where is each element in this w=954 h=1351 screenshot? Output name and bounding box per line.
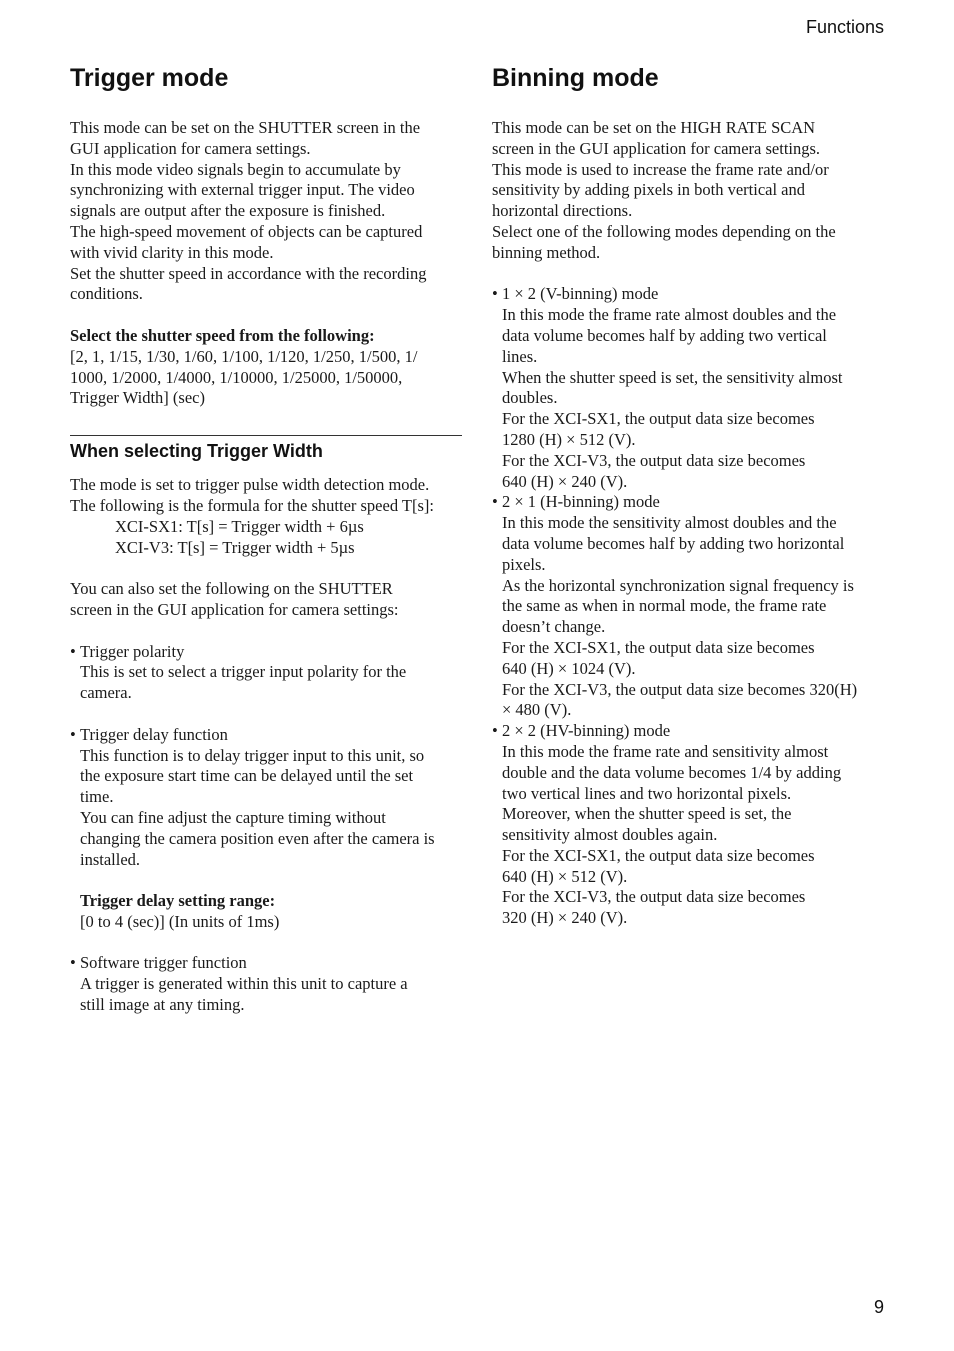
bullet-title: 2 × 1 (H-binning) mode bbox=[502, 492, 660, 512]
list-item-trigger-delay bbox=[70, 725, 462, 933]
list-item-h-binning bbox=[492, 492, 884, 721]
binning-mode-column bbox=[492, 60, 884, 929]
text-line: sensitivity by adding pixels in both vertical and bbox=[492, 180, 805, 200]
text-line: with vivid clarity in this mode. bbox=[70, 242, 274, 262]
text-line: This function is to delay trigger input to this unit, so bbox=[80, 745, 425, 765]
text-line: In this mode the frame rate almost doubles and the bbox=[502, 305, 837, 325]
delay-range-value: [0 to 4 (sec)] (In units of 1ms) bbox=[80, 911, 280, 931]
text-line: For the XCI-SX1, the output data size becomes bbox=[502, 845, 815, 865]
text-line: You can also set the following on the SHUTTER bbox=[70, 579, 393, 599]
text-line: 640 (H) × 512 (V). bbox=[502, 866, 628, 886]
text-line: In this mode the frame rate and sensitivity almost bbox=[502, 741, 829, 761]
text-line: screen in the GUI application for camera settings. bbox=[492, 138, 821, 158]
bullet-title: Trigger polarity bbox=[80, 641, 185, 661]
trigger-width-title: When selecting Trigger Width bbox=[70, 441, 323, 462]
text-line: conditions. bbox=[70, 284, 143, 304]
text-line: In this mode video signals begin to accumulate by bbox=[70, 159, 401, 179]
text-line: Set the shutter speed in accordance with the recording bbox=[70, 263, 427, 283]
bullet-mark: • bbox=[492, 721, 498, 741]
bullet-title: 2 × 2 (HV-binning) mode bbox=[502, 721, 671, 741]
section-divider bbox=[70, 435, 462, 436]
trigger-mode-column bbox=[70, 60, 462, 1016]
text-line: changing the camera position even after the camera is bbox=[80, 828, 435, 848]
text-line: installed. bbox=[80, 849, 141, 869]
text-line: still image at any timing. bbox=[80, 995, 245, 1015]
list-item-trigger-polarity bbox=[70, 642, 462, 704]
text-line: For the XCI-V3, the output data size becomes bbox=[502, 450, 806, 470]
text-line: sensitivity almost doubles again. bbox=[502, 825, 718, 845]
bullet-title: 1 × 2 (V-binning) mode bbox=[502, 284, 659, 304]
trigger-width-section bbox=[70, 475, 462, 1016]
binning-mode-intro bbox=[492, 118, 884, 929]
bullet-mark: • bbox=[70, 641, 76, 661]
bullet-title: Trigger delay function bbox=[80, 724, 228, 744]
binning-mode-title: Binning mode bbox=[492, 64, 659, 92]
text-line: The high-speed movement of objects can be captured bbox=[70, 221, 423, 241]
text-line: For the XCI-V3, the output data size becomes bbox=[502, 887, 806, 907]
text-line: [2, 1, 1/15, 1/30, 1/60, 1/100, 1/120, 1/250, 1/500, 1/ bbox=[70, 346, 418, 366]
text-line: Moreover, when the shutter speed is set, the bbox=[502, 804, 792, 824]
text-line: For the XCI-V3, the output data size becomes 320(H) bbox=[502, 679, 858, 699]
list-item-v-binning bbox=[492, 284, 884, 492]
section-header: Functions bbox=[805, 17, 884, 37]
shutter-speed-values bbox=[70, 347, 462, 409]
text-line: When the shutter speed is set, the sensitivity almost bbox=[502, 367, 843, 387]
bullet-mark: • bbox=[492, 284, 498, 304]
bullet-title: Software trigger function bbox=[80, 953, 247, 973]
text-line: A trigger is generated within this unit to capture a bbox=[80, 974, 408, 994]
text-line: data volume becomes half by adding two vertical bbox=[502, 325, 827, 345]
text-line: synchronizing with external trigger input. The video bbox=[70, 180, 415, 200]
text-line: The following is the formula for the shutter speed T[s]: bbox=[70, 495, 434, 515]
text-line: the same as when in normal mode, the frame rate bbox=[502, 596, 827, 616]
text-line: Select one of the following modes depending on the bbox=[492, 221, 836, 241]
text-line: binning method. bbox=[492, 242, 601, 262]
text-line: This mode can be set on the HIGH RATE SCAN bbox=[492, 118, 816, 137]
page-number: 9 bbox=[873, 1297, 884, 1317]
text-line: lines. bbox=[502, 346, 538, 366]
text-line: horizontal directions. bbox=[492, 201, 633, 221]
text-line: Trigger Width] (sec) bbox=[70, 388, 205, 408]
bullet-mark: • bbox=[492, 492, 498, 512]
text-line: time. bbox=[80, 787, 114, 807]
text-line: two vertical lines and two horizontal pixels. bbox=[502, 783, 792, 803]
text-line: 1280 (H) × 512 (V). bbox=[502, 429, 636, 449]
text-line: This mode can be set on the SHUTTER screen in the bbox=[70, 118, 421, 137]
text-line: You can fine adjust the capture timing without bbox=[80, 807, 386, 827]
text-line: 640 (H) × 240 (V). bbox=[502, 471, 628, 491]
text-line: This mode is used to increase the frame rate and/or bbox=[492, 159, 829, 179]
text-line: 320 (H) × 240 (V). bbox=[502, 908, 628, 928]
trigger-mode-intro bbox=[70, 118, 462, 409]
bullet-mark: • bbox=[70, 724, 76, 744]
text-line: 1000, 1/2000, 1/4000, 1/10000, 1/25000, 1/50000, bbox=[70, 367, 403, 387]
text-line: 640 (H) × 1024 (V). bbox=[502, 658, 636, 678]
trigger-mode-title: Trigger mode bbox=[70, 64, 229, 92]
text-line: doubles. bbox=[502, 388, 558, 408]
formula-line: XCI-V3: T[s] = Trigger width + 5µs bbox=[115, 537, 355, 557]
text-line: GUI application for camera settings. bbox=[70, 138, 311, 158]
text-line: This is set to select a trigger input polarity for the bbox=[80, 662, 407, 682]
formula-line: XCI-SX1: T[s] = Trigger width + 6µs bbox=[115, 516, 364, 536]
bullet-mark: • bbox=[70, 953, 76, 973]
text-line: For the XCI-SX1, the output data size becomes bbox=[502, 409, 815, 429]
text-line: the exposure start time can be delayed until the set bbox=[80, 766, 414, 786]
text-line: screen in the GUI application for camera settings: bbox=[70, 599, 399, 619]
text-line: × 480 (V). bbox=[502, 700, 572, 720]
list-item-hv-binning bbox=[492, 721, 884, 929]
text-line: The mode is set to trigger pulse width detection mode. bbox=[70, 475, 430, 495]
text-line: doesn’t change. bbox=[502, 617, 606, 637]
text-line: double and the data volume becomes 1/4 by adding bbox=[502, 762, 842, 782]
shutter-speed-heading: Select the shutter speed from the following: bbox=[70, 325, 375, 345]
delay-range-heading: Trigger delay setting range: bbox=[80, 891, 276, 911]
text-line: In this mode the sensitivity almost doubles and the bbox=[502, 513, 837, 533]
text-line: For the XCI-SX1, the output data size becomes bbox=[502, 637, 815, 657]
text-line: camera. bbox=[80, 683, 132, 703]
text-line: data volume becomes half by adding two horizontal bbox=[502, 533, 845, 553]
text-line: signals are output after the exposure is finished. bbox=[70, 201, 386, 221]
text-line: pixels. bbox=[502, 554, 546, 574]
text-line: As the horizontal synchronization signal frequency is bbox=[502, 575, 854, 595]
list-item-software-trigger bbox=[70, 953, 462, 1015]
